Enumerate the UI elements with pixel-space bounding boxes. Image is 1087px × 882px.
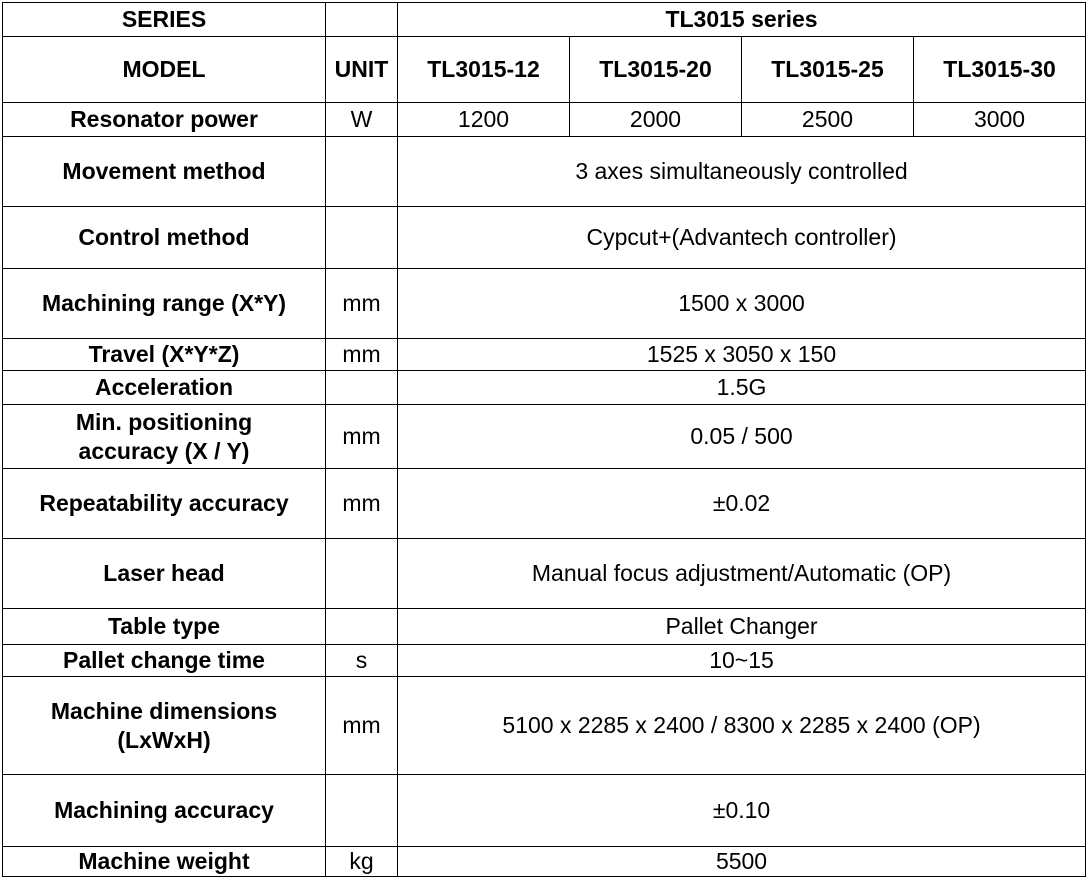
row-value: 1500 x 3000: [398, 269, 1086, 339]
row-unit: [326, 775, 398, 847]
row-unit: mm: [326, 405, 398, 469]
row-unit: mm: [326, 469, 398, 539]
row-label: Repeatability accuracy: [3, 469, 326, 539]
table-row: [3, 847, 1086, 877]
row-value: 1200: [398, 103, 570, 137]
row-label: [3, 677, 326, 775]
table-row: [3, 137, 1086, 207]
row-label: Resonator power: [3, 103, 326, 137]
row-value: 0.05 / 500: [398, 405, 1086, 469]
model-name: TL3015-12: [398, 37, 570, 103]
row-value: 2500: [742, 103, 914, 137]
row-label: Acceleration: [3, 371, 326, 405]
row-value: 1.5G: [398, 371, 1086, 405]
table-row: [3, 609, 1086, 645]
row-unit: [326, 609, 398, 645]
row-label-line: Machine dimensions: [50, 698, 278, 725]
row-label: Pallet change time: [3, 645, 326, 677]
row-label: Machining range (X*Y): [3, 269, 326, 339]
table-row: [3, 677, 1086, 775]
row-value: 10~15: [398, 645, 1086, 677]
row-unit: [326, 371, 398, 405]
row-unit: W: [326, 103, 398, 137]
row-value: 5500: [398, 847, 1086, 877]
model-name: TL3015-30: [914, 37, 1086, 103]
table-row: [3, 207, 1086, 269]
row-value: 2000: [570, 103, 742, 137]
row-label: Machine weight: [3, 847, 326, 877]
row-unit: s: [326, 645, 398, 677]
row-unit: mm: [326, 269, 398, 339]
table-row: [3, 775, 1086, 847]
table-row: [3, 339, 1086, 371]
model-name: TL3015-25: [742, 37, 914, 103]
table-row: [3, 405, 1086, 469]
row-value: 3000: [914, 103, 1086, 137]
row-label: Travel (X*Y*Z): [3, 339, 326, 371]
table-row-series: [3, 3, 1086, 37]
spec-table: [2, 2, 1086, 877]
row-label: Movement method: [3, 137, 326, 207]
row-value: Cypcut+(Advantech controller): [398, 207, 1086, 269]
unit-header: UNIT: [326, 37, 398, 103]
row-value: Manual focus adjustment/Automatic (OP): [398, 539, 1086, 609]
series-value: TL3015 series: [398, 3, 1086, 37]
row-unit: kg: [326, 847, 398, 877]
row-unit: mm: [326, 677, 398, 775]
row-value: 1525 x 3050 x 150: [398, 339, 1086, 371]
row-unit: [326, 539, 398, 609]
model-label: MODEL: [3, 37, 326, 103]
row-unit: mm: [326, 339, 398, 371]
table-row: [3, 371, 1086, 405]
row-label: Laser head: [3, 539, 326, 609]
row-label: Control method: [3, 207, 326, 269]
row-unit: [326, 207, 398, 269]
table-row: [3, 469, 1086, 539]
table-row-model: [3, 37, 1086, 103]
row-value: 3 axes simultaneously controlled: [398, 137, 1086, 207]
row-value: ±0.02: [398, 469, 1086, 539]
row-value: Pallet Changer: [398, 609, 1086, 645]
row-value: 5100 x 2285 x 2400 / 8300 x 2285 x 2400 (OP): [398, 677, 1086, 775]
table-row: [3, 645, 1086, 677]
row-value: ±0.10: [398, 775, 1086, 847]
table-row: [3, 539, 1086, 609]
model-name: TL3015-20: [570, 37, 742, 103]
row-label: Table type: [3, 609, 326, 645]
series-label: SERIES: [3, 3, 326, 37]
row-label-line: accuracy (X / Y): [78, 437, 250, 464]
row-unit: [326, 137, 398, 207]
row-label-line: (LxWxH): [117, 726, 211, 753]
row-label-line: Min. positioning: [75, 409, 253, 436]
series-unit-cell: [326, 3, 398, 37]
table-row: [3, 103, 1086, 137]
table-row: [3, 269, 1086, 339]
row-label: [3, 405, 326, 469]
row-label: Machining accuracy: [3, 775, 326, 847]
